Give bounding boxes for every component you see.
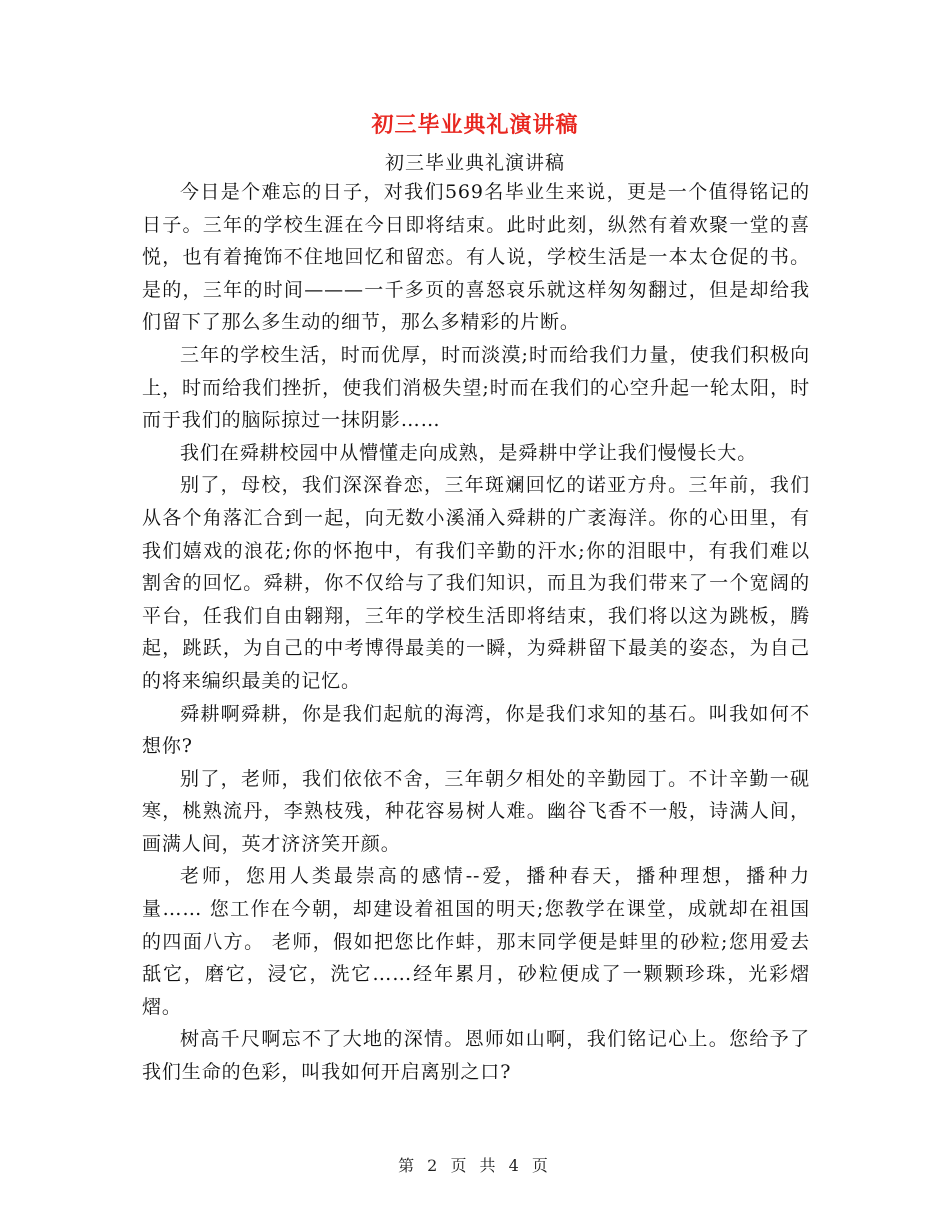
paragraph: 三年的学校生活，时而优厚，时而淡漠;时而给我们力量，使我们积极向上，时而给我们挫折，使我们消极失望;时而在我们的心空升起一轮太阳，时而于我们的脑际掠过一抹阴影……: [142, 343, 810, 432]
document-title: 初三毕业典礼演讲稿: [371, 112, 579, 138]
paragraph: 别了，老师，我们依依不舍，三年朝夕相处的辛勤园丁。不计辛勤一砚寒，桃熟流丹，李熟枝残，种花容易树人难。幽谷飞香不一般，诗满人间，画满人间，英才济济笑开颜。: [142, 767, 810, 855]
paragraph: 我们在舜耕校园中从懵懂走向成熟，是舜耕中学让我们慢慢长大。: [180, 441, 758, 464]
paragraph: 树高千尺啊忘不了大地的深情。恩师如山啊，我们铭记心上。您给予了我们生命的色彩，叫我如何开启离别之口?: [142, 1028, 810, 1084]
paragraph: 舜耕啊舜耕，你是我们起航的海湾，你是我们求知的基石。叫我如何不想你?: [142, 702, 810, 758]
document-body: [142, 176, 810, 1089]
paragraph: 别了，母校，我们深深眷恋，三年斑斓回忆的诺亚方舟。三年前，我们从各个角落汇合到一起，向无数小溪涌入舜耕的广袤海洋。你的心田里，有我们嬉戏的浪花;你的怀抱中，有我们辛勤的汗水;你的泪眼中，有我们难以割舍的回忆。舜耕，你不仅给与了我们知识，而且为我们带来了一个宽阔的平台，任我们自由翱翔，三年的学校生活即将结束，我们将以这为跳板，腾起，跳跃，为自己的中考博得最美的一瞬，为舜耕留下最美的姿态，为自己的将来编织最美的记忆。: [142, 474, 810, 692]
page-number-footer: 第 2 页 共 4 页: [398, 1156, 552, 1175]
document-subtitle: 初三毕业典礼演讲稿: [384, 152, 565, 174]
paragraph: 今日是个难忘的日子，对我们569名毕业生来说，更是一个值得铭记的日子。三年的学校生涯在今日即将结束。此时此刻，纵然有着欢聚一堂的喜悦，也有着掩饰不住地回忆和留恋。有人说，学校生活是一本太仓促的书。是的，三年的时间———一千多页的喜怒哀乐就这样匆匆翻过，但是却给我们留下了那么多生动的细节，那么多精彩的片断。: [142, 181, 810, 334]
paragraph: 老师，您用人类最崇高的感情--爱，播种春天，播种理想，播种力量…… 您工作在今朝，却建设着祖国的明天;您教学在课堂，成就却在祖国的四面八方。 老师，假如把您比作蚌，那末同学便是蚌里的砂粒;您用爱去舐它，磨它，浸它，洗它……经年累月，砂粒便成了一颗颗珍珠，光彩熠熠。: [142, 865, 810, 1018]
